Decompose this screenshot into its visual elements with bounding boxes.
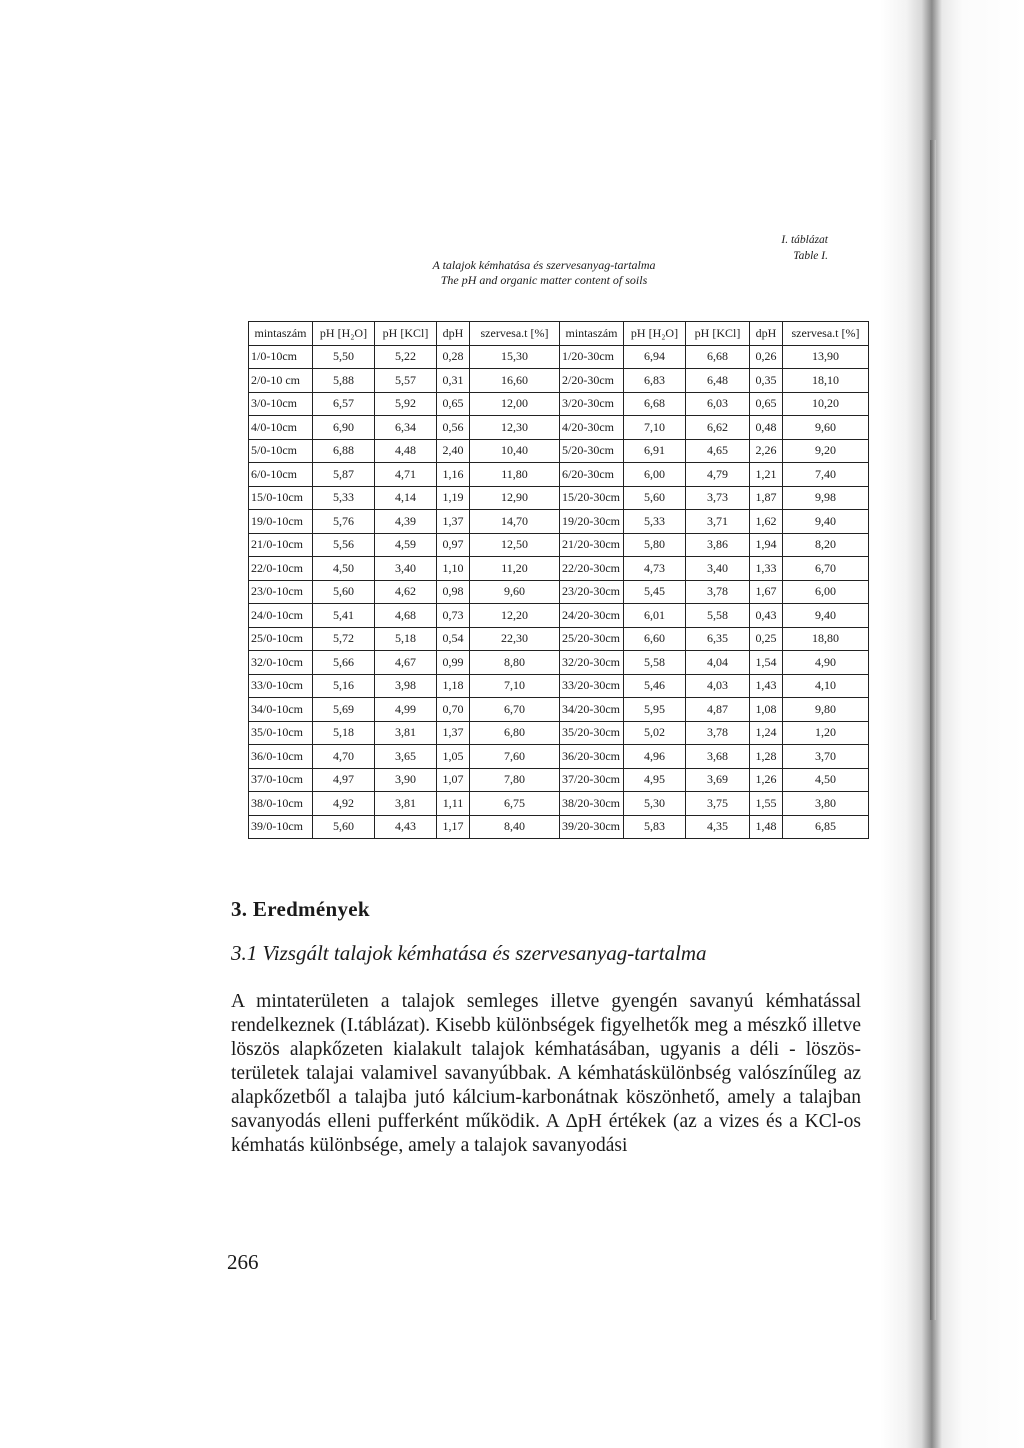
value-cell: 6,70 xyxy=(470,698,560,722)
value-cell: 1,26 xyxy=(750,768,783,792)
sample-id-cell: 25/0-10cm xyxy=(249,627,313,651)
value-cell: 3,90 xyxy=(375,768,437,792)
value-cell: 1,19 xyxy=(437,486,470,510)
value-cell: 5,58 xyxy=(686,604,750,628)
value-cell: 0,26 xyxy=(750,345,783,369)
sample-id-cell: 38/20-30cm xyxy=(560,792,624,816)
column-header: mintaszám xyxy=(560,322,624,346)
value-cell: 5,33 xyxy=(624,510,686,534)
body-paragraph xyxy=(231,990,861,1158)
sample-id-cell: 2/0-10 cm xyxy=(249,369,313,393)
data-table xyxy=(248,321,869,839)
value-cell: 3,68 xyxy=(686,745,750,769)
sample-id-cell: 1/20-30cm xyxy=(560,345,624,369)
column-header: mintaszám xyxy=(249,322,313,346)
value-cell: 6,48 xyxy=(686,369,750,393)
value-cell: 6,34 xyxy=(375,416,437,440)
value-cell: 3,75 xyxy=(686,792,750,816)
page-number: 266 xyxy=(227,1250,259,1274)
value-cell: 5,16 xyxy=(313,674,375,698)
value-cell: 4,67 xyxy=(375,651,437,675)
value-cell: 18,80 xyxy=(783,627,869,651)
value-cell: 5,56 xyxy=(313,533,375,557)
value-cell: 1,37 xyxy=(437,721,470,745)
value-cell: 4,14 xyxy=(375,486,437,510)
sample-id-cell: 6/0-10cm xyxy=(249,463,313,487)
value-cell: 12,20 xyxy=(470,604,560,628)
value-cell: 13,90 xyxy=(783,345,869,369)
value-cell: 4,62 xyxy=(375,580,437,604)
value-cell: 9,80 xyxy=(783,698,869,722)
table-row xyxy=(249,698,869,722)
value-cell: 4,48 xyxy=(375,439,437,463)
value-cell: 3,40 xyxy=(686,557,750,581)
value-cell: 3,80 xyxy=(783,792,869,816)
value-cell: 3,81 xyxy=(375,721,437,745)
value-cell: 4,59 xyxy=(375,533,437,557)
value-cell: 5,72 xyxy=(313,627,375,651)
value-cell: 6,35 xyxy=(686,627,750,651)
value-cell: 6,70 xyxy=(783,557,869,581)
value-cell: 5,18 xyxy=(375,627,437,651)
value-cell: 12,90 xyxy=(470,486,560,510)
value-cell: 11,20 xyxy=(470,557,560,581)
value-cell: 6,68 xyxy=(624,392,686,416)
binding-shadow xyxy=(930,140,936,1320)
column-header: szervesa.t [%] xyxy=(783,322,869,346)
value-cell: 1,33 xyxy=(750,557,783,581)
value-cell: 8,40 xyxy=(470,815,560,839)
value-cell: 6,00 xyxy=(783,580,869,604)
value-cell: 5,22 xyxy=(375,345,437,369)
value-cell: 2,40 xyxy=(437,439,470,463)
column-header: dpH xyxy=(437,322,470,346)
value-cell: 0,70 xyxy=(437,698,470,722)
value-cell: 6,94 xyxy=(624,345,686,369)
sample-id-cell: 23/20-30cm xyxy=(560,580,624,604)
value-cell: 6,91 xyxy=(624,439,686,463)
table-row xyxy=(249,721,869,745)
value-cell: 6,60 xyxy=(624,627,686,651)
section-title: 3. Eredmények xyxy=(231,897,370,921)
sample-id-cell: 34/0-10cm xyxy=(249,698,313,722)
value-cell: 9,60 xyxy=(470,580,560,604)
value-cell: 0,43 xyxy=(750,604,783,628)
sample-id-cell: 2/20-30cm xyxy=(560,369,624,393)
sample-id-cell: 32/0-10cm xyxy=(249,651,313,675)
table-caption xyxy=(384,258,704,288)
value-cell: 1,05 xyxy=(437,745,470,769)
value-cell: 4,70 xyxy=(313,745,375,769)
table-row xyxy=(249,651,869,675)
value-cell: 8,20 xyxy=(783,533,869,557)
value-cell: 5,80 xyxy=(624,533,686,557)
value-cell: 4,03 xyxy=(686,674,750,698)
sample-id-cell: 33/20-30cm xyxy=(560,674,624,698)
sample-id-cell: 24/0-10cm xyxy=(249,604,313,628)
value-cell: 1,55 xyxy=(750,792,783,816)
value-cell: 9,60 xyxy=(783,416,869,440)
sample-id-cell: 21/20-30cm xyxy=(560,533,624,557)
value-cell: 6,85 xyxy=(783,815,869,839)
value-cell: 4,35 xyxy=(686,815,750,839)
table-row xyxy=(249,510,869,534)
sample-id-cell: 3/20-30cm xyxy=(560,392,624,416)
value-cell: 5,30 xyxy=(624,792,686,816)
value-cell: 5,60 xyxy=(624,486,686,510)
table-row xyxy=(249,604,869,628)
value-cell: 0,65 xyxy=(437,392,470,416)
column-header: pH [H₂O] xyxy=(313,322,375,346)
table-row xyxy=(249,439,869,463)
sample-id-cell: 38/0-10cm xyxy=(249,792,313,816)
value-cell: 4,73 xyxy=(624,557,686,581)
value-cell: 0,73 xyxy=(437,604,470,628)
value-cell: 1,94 xyxy=(750,533,783,557)
value-cell: 2,26 xyxy=(750,439,783,463)
value-cell: 6,68 xyxy=(686,345,750,369)
value-cell: 5,60 xyxy=(313,815,375,839)
value-cell: 12,50 xyxy=(470,533,560,557)
value-cell: 4,39 xyxy=(375,510,437,534)
value-cell: 4,79 xyxy=(686,463,750,487)
value-cell: 3,71 xyxy=(686,510,750,534)
value-cell: 6,57 xyxy=(313,392,375,416)
value-cell: 0,65 xyxy=(750,392,783,416)
table-row xyxy=(249,416,869,440)
value-cell: 3,73 xyxy=(686,486,750,510)
value-cell: 6,00 xyxy=(624,463,686,487)
table-row xyxy=(249,745,869,769)
value-cell: 0,25 xyxy=(750,627,783,651)
value-cell: 5,95 xyxy=(624,698,686,722)
value-cell: 1,20 xyxy=(783,721,869,745)
value-cell: 6,62 xyxy=(686,416,750,440)
value-cell: 4,65 xyxy=(686,439,750,463)
value-cell: 4,87 xyxy=(686,698,750,722)
value-cell: 0,31 xyxy=(437,369,470,393)
sample-id-cell: 23/0-10cm xyxy=(249,580,313,604)
value-cell: 6,88 xyxy=(313,439,375,463)
value-cell: 3,98 xyxy=(375,674,437,698)
value-cell: 5,58 xyxy=(624,651,686,675)
value-cell: 6,83 xyxy=(624,369,686,393)
value-cell: 1,87 xyxy=(750,486,783,510)
column-header: pH [KCl] xyxy=(686,322,750,346)
table-row xyxy=(249,369,869,393)
value-cell: 3,69 xyxy=(686,768,750,792)
subsection-title: 3.1 Vizsgált talajok kémhatása és szervesanyag-tartalma xyxy=(231,941,707,965)
value-cell: 5,46 xyxy=(624,674,686,698)
value-cell: 1,24 xyxy=(750,721,783,745)
sample-id-cell: 6/20-30cm xyxy=(560,463,624,487)
value-cell: 6,80 xyxy=(470,721,560,745)
value-cell: 7,60 xyxy=(470,745,560,769)
value-cell: 16,60 xyxy=(470,369,560,393)
value-cell: 14,70 xyxy=(470,510,560,534)
value-cell: 0,35 xyxy=(750,369,783,393)
sample-id-cell: 34/20-30cm xyxy=(560,698,624,722)
sample-id-cell: 19/20-30cm xyxy=(560,510,624,534)
value-cell: 6,90 xyxy=(313,416,375,440)
column-header: pH [KCl] xyxy=(375,322,437,346)
value-cell: 22,30 xyxy=(470,627,560,651)
sample-id-cell: 37/0-10cm xyxy=(249,768,313,792)
table-row xyxy=(249,674,869,698)
value-cell: 10,40 xyxy=(470,439,560,463)
sample-id-cell: 32/20-30cm xyxy=(560,651,624,675)
value-cell: 3,78 xyxy=(686,580,750,604)
value-cell: 7,10 xyxy=(470,674,560,698)
value-cell: 0,28 xyxy=(437,345,470,369)
value-cell: 5,02 xyxy=(624,721,686,745)
value-cell: 5,92 xyxy=(375,392,437,416)
sample-id-cell: 35/0-10cm xyxy=(249,721,313,745)
value-cell: 1,43 xyxy=(750,674,783,698)
sample-id-cell: 39/0-10cm xyxy=(249,815,313,839)
value-cell: 1,67 xyxy=(750,580,783,604)
table-body xyxy=(249,345,869,839)
value-cell: 4,97 xyxy=(313,768,375,792)
value-cell: 5,88 xyxy=(313,369,375,393)
value-cell: 5,33 xyxy=(313,486,375,510)
value-cell: 4,99 xyxy=(375,698,437,722)
value-cell: 3,86 xyxy=(686,533,750,557)
column-header: pH [H₂O] xyxy=(624,322,686,346)
sample-id-cell: 36/0-10cm xyxy=(249,745,313,769)
value-cell: 12,00 xyxy=(470,392,560,416)
value-cell: 1,08 xyxy=(750,698,783,722)
value-cell: 9,40 xyxy=(783,510,869,534)
sample-id-cell: 37/20-30cm xyxy=(560,768,624,792)
value-cell: 15,30 xyxy=(470,345,560,369)
value-cell: 1,28 xyxy=(750,745,783,769)
table-row xyxy=(249,580,869,604)
sample-id-cell: 39/20-30cm xyxy=(560,815,624,839)
column-header: szervesa.t [%] xyxy=(470,322,560,346)
value-cell: 4,68 xyxy=(375,604,437,628)
table-row xyxy=(249,557,869,581)
table-row xyxy=(249,533,869,557)
value-cell: 9,98 xyxy=(783,486,869,510)
value-cell: 7,10 xyxy=(624,416,686,440)
value-cell: 4,71 xyxy=(375,463,437,487)
sample-id-cell: 24/20-30cm xyxy=(560,604,624,628)
value-cell: 4,95 xyxy=(624,768,686,792)
value-cell: 5,60 xyxy=(313,580,375,604)
table-label-hu: I. táblázat xyxy=(781,234,828,246)
value-cell: 1,54 xyxy=(750,651,783,675)
value-cell: 3,78 xyxy=(686,721,750,745)
value-cell: 12,30 xyxy=(470,416,560,440)
sample-id-cell: 19/0-10cm xyxy=(249,510,313,534)
value-cell: 10,20 xyxy=(783,392,869,416)
sample-id-cell: 5/20-30cm xyxy=(560,439,624,463)
value-cell: 9,20 xyxy=(783,439,869,463)
value-cell: 5,57 xyxy=(375,369,437,393)
value-cell: 11,80 xyxy=(470,463,560,487)
value-cell: 1,17 xyxy=(437,815,470,839)
sample-id-cell: 22/0-10cm xyxy=(249,557,313,581)
sample-id-cell: 4/0-10cm xyxy=(249,416,313,440)
table-label xyxy=(781,232,828,264)
value-cell: 6,03 xyxy=(686,392,750,416)
value-cell: 5,66 xyxy=(313,651,375,675)
value-cell: 5,45 xyxy=(624,580,686,604)
sample-id-cell: 5/0-10cm xyxy=(249,439,313,463)
sample-id-cell: 15/0-10cm xyxy=(249,486,313,510)
value-cell: 4,04 xyxy=(686,651,750,675)
value-cell: 4,92 xyxy=(313,792,375,816)
value-cell: 0,48 xyxy=(750,416,783,440)
value-cell: 3,81 xyxy=(375,792,437,816)
value-cell: 3,65 xyxy=(375,745,437,769)
table-row xyxy=(249,392,869,416)
value-cell: 7,80 xyxy=(470,768,560,792)
sample-id-cell: 35/20-30cm xyxy=(560,721,624,745)
value-cell: 5,87 xyxy=(313,463,375,487)
value-cell: 5,83 xyxy=(624,815,686,839)
value-cell: 5,69 xyxy=(313,698,375,722)
sample-id-cell: 21/0-10cm xyxy=(249,533,313,557)
table-row xyxy=(249,345,869,369)
value-cell: 18,10 xyxy=(783,369,869,393)
table-row xyxy=(249,815,869,839)
table-label-en: Table I. xyxy=(793,250,828,262)
value-cell: 5,18 xyxy=(313,721,375,745)
value-cell: 0,54 xyxy=(437,627,470,651)
sample-id-cell: 25/20-30cm xyxy=(560,627,624,651)
table-row xyxy=(249,768,869,792)
value-cell: 6,01 xyxy=(624,604,686,628)
value-cell: 1,62 xyxy=(750,510,783,534)
value-cell: 4,90 xyxy=(783,651,869,675)
value-cell: 0,99 xyxy=(437,651,470,675)
value-cell: 5,41 xyxy=(313,604,375,628)
table-header-row xyxy=(249,322,869,346)
value-cell: 1,10 xyxy=(437,557,470,581)
value-cell: 3,70 xyxy=(783,745,869,769)
sample-id-cell: 4/20-30cm xyxy=(560,416,624,440)
value-cell: 8,80 xyxy=(470,651,560,675)
value-cell: 4,50 xyxy=(783,768,869,792)
value-cell: 5,76 xyxy=(313,510,375,534)
value-cell: 4,50 xyxy=(313,557,375,581)
table-row xyxy=(249,792,869,816)
table-caption-en: The pH and organic matter content of soils xyxy=(440,273,648,287)
value-cell: 7,40 xyxy=(783,463,869,487)
sample-id-cell: 36/20-30cm xyxy=(560,745,624,769)
value-cell: 9,40 xyxy=(783,604,869,628)
table-row xyxy=(249,486,869,510)
value-cell: 1,16 xyxy=(437,463,470,487)
paragraph-text: A mintaterületen a talajok semleges illetve gyengén savanyú kémhatással rendelkeznek (I.táblázat). Kisebb különbségek figyelhetők meg a mészkő illetve löszös alapkőzeten kialakult talajok kémhatásában, ugyanis a déli - löszös- területek talajai valamivel savanyúbbak. A kémhatáskülönbség valószínűleg az alapkőzetből a talajba jutó kálcium-karbonátnak köszönhető, amely a talajban savanyodás elleni pufferként működik. A ΔpH értékek (az a vizes és a KCl-os kémhatás különbsége, amely a talajok savanyodási xyxy=(231,991,861,1156)
value-cell: 4,43 xyxy=(375,815,437,839)
column-header: dpH xyxy=(750,322,783,346)
value-cell: 0,56 xyxy=(437,416,470,440)
sample-id-cell: 1/0-10cm xyxy=(249,345,313,369)
sample-id-cell: 15/20-30cm xyxy=(560,486,624,510)
value-cell: 3,40 xyxy=(375,557,437,581)
sample-id-cell: 22/20-30cm xyxy=(560,557,624,581)
value-cell: 1,11 xyxy=(437,792,470,816)
value-cell: 0,98 xyxy=(437,580,470,604)
table-row xyxy=(249,463,869,487)
value-cell: 4,10 xyxy=(783,674,869,698)
value-cell: 6,75 xyxy=(470,792,560,816)
value-cell: 1,07 xyxy=(437,768,470,792)
value-cell: 4,96 xyxy=(624,745,686,769)
value-cell: 5,50 xyxy=(313,345,375,369)
table-row xyxy=(249,627,869,651)
sample-id-cell: 33/0-10cm xyxy=(249,674,313,698)
value-cell: 1,21 xyxy=(750,463,783,487)
value-cell: 1,37 xyxy=(437,510,470,534)
table-caption-hu: A talajok kémhatása és szervesanyag-tartalma xyxy=(432,258,656,272)
value-cell: 0,97 xyxy=(437,533,470,557)
sample-id-cell: 3/0-10cm xyxy=(249,392,313,416)
value-cell: 1,48 xyxy=(750,815,783,839)
value-cell: 1,18 xyxy=(437,674,470,698)
